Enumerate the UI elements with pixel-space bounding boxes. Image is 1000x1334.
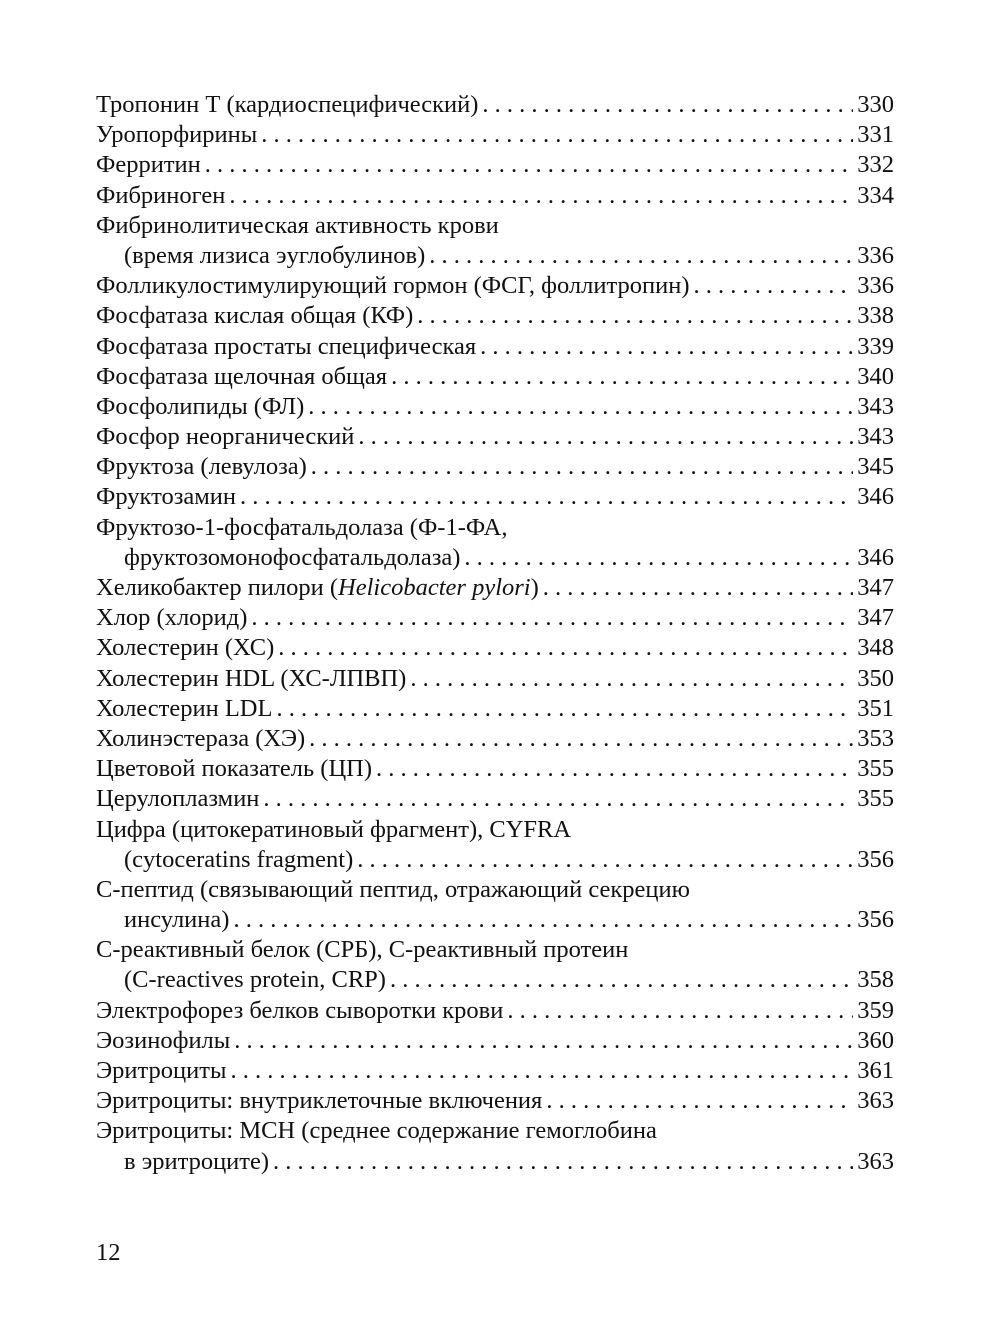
- toc-entry-line: [96, 271, 894, 301]
- toc-entry[interactable]: [96, 362, 894, 392]
- toc-entry-page-number: 343: [857, 392, 894, 420]
- toc-entry-page-number: 330: [857, 91, 894, 118]
- toc-entry[interactable]: [96, 181, 894, 211]
- toc-entry-page-number: 355: [857, 755, 894, 783]
- toc-entry-continuation-line: [96, 1147, 894, 1177]
- toc-entry-title: Фосфор неорганический: [96, 423, 355, 451]
- toc-entry-page-number: 332: [857, 151, 894, 179]
- dot-leader: [480, 332, 853, 362]
- toc-entry-page-number: 358: [857, 966, 894, 994]
- toc-entry-page-number: 355: [857, 785, 894, 813]
- toc-entry-continuation-line: [96, 543, 894, 573]
- dot-leader: [417, 301, 853, 331]
- toc-entry-continuation-line: [96, 241, 894, 271]
- dot-leader: [309, 724, 853, 754]
- toc-entry-line: [96, 513, 894, 543]
- toc-entry-page-number: 353: [857, 724, 894, 752]
- toc-entry-title: Тропонин Т (кардиоспецифический): [96, 91, 479, 118]
- dot-leader: [240, 482, 853, 512]
- toc-entry-line: [96, 452, 894, 482]
- toc-entry-title: в эритроците): [124, 1147, 270, 1175]
- toc-entry[interactable]: [96, 664, 894, 694]
- toc-entry-page-number: 343: [857, 423, 894, 451]
- toc-entry-line: [96, 422, 894, 452]
- toc-entry-line: [96, 875, 894, 905]
- toc-entry-title: (C-reactives protein, CRP): [124, 966, 386, 994]
- toc-entry-title: Электрофорез белков сыворотки крови: [96, 996, 504, 1024]
- toc-entry[interactable]: [96, 784, 894, 814]
- dot-leader: [230, 1056, 853, 1086]
- toc-entry-line: [96, 332, 894, 362]
- toc-entry-line: [96, 573, 894, 603]
- toc-entry[interactable]: [96, 422, 894, 452]
- toc-entry-title: Холинэстераза (ХЭ): [96, 724, 306, 752]
- toc-entry-line: [96, 935, 894, 965]
- toc-entry-line: [96, 90, 894, 120]
- dot-leader: [278, 633, 853, 663]
- toc-entry[interactable]: [96, 573, 894, 603]
- toc-entry-title: Фибринолитическая активность крови: [96, 211, 499, 239]
- toc-entry-page-number: 346: [857, 483, 894, 511]
- toc-entry[interactable]: [96, 815, 894, 875]
- toc-entry-line: [96, 392, 894, 422]
- toc-entry[interactable]: [96, 724, 894, 754]
- toc-entry[interactable]: [96, 211, 894, 271]
- toc-entry-line: [96, 120, 894, 150]
- toc-entry[interactable]: [96, 1056, 894, 1086]
- page-number-folio: 12: [96, 1239, 121, 1266]
- toc-entry-title: Уропорфирины: [96, 121, 258, 149]
- toc-entry[interactable]: [96, 482, 894, 512]
- toc-entry[interactable]: [96, 935, 894, 995]
- dot-leader: [391, 362, 853, 392]
- toc-entry-title: Фолликулостимулирующий гормон (ФСГ, фоллитропин): [96, 272, 690, 300]
- toc-entry[interactable]: [96, 513, 894, 573]
- toc-entry-title: Цветовой показатель (ЦП): [96, 755, 373, 783]
- toc-entry[interactable]: [96, 1116, 894, 1176]
- toc-entry-title: Фосфатаза простаты специфическая: [96, 332, 477, 360]
- toc-entry-line: [96, 181, 894, 211]
- toc-entry[interactable]: [96, 332, 894, 362]
- toc-entry[interactable]: [96, 1086, 894, 1116]
- table-of-contents: [96, 90, 894, 1177]
- toc-entry[interactable]: [96, 633, 894, 663]
- toc-entry[interactable]: [96, 996, 894, 1026]
- dot-leader: [357, 845, 853, 875]
- toc-entry-continuation-line: [96, 905, 894, 935]
- toc-entry[interactable]: [96, 694, 894, 724]
- toc-entry-line: [96, 1056, 894, 1086]
- toc-entry-title: Холестерин HDL (ХС-ЛПВП): [96, 664, 407, 692]
- toc-entry-page-number: 338: [857, 302, 894, 330]
- toc-entry-page-number: 346: [857, 543, 894, 571]
- toc-entry[interactable]: [96, 90, 894, 120]
- toc-entry-title: Хлор (хлорид): [96, 604, 248, 632]
- dot-leader: [229, 181, 853, 211]
- toc-entry-page-number: 331: [857, 121, 894, 149]
- toc-entry[interactable]: [96, 452, 894, 482]
- toc-entry-page-number: 347: [857, 574, 894, 601]
- toc-entry[interactable]: [96, 603, 894, 633]
- dot-leader: [234, 1026, 853, 1056]
- toc-entry-title: Фибриноген: [96, 181, 226, 209]
- toc-entry-page-number: 340: [857, 362, 894, 390]
- dot-leader: [694, 271, 854, 301]
- toc-entry[interactable]: [96, 754, 894, 784]
- toc-entry-page-number: 334: [857, 181, 894, 209]
- dot-leader: [376, 754, 853, 784]
- toc-entry-title: Ферритин: [96, 151, 201, 179]
- toc-entry-page-number: 336: [857, 241, 894, 269]
- toc-entry-line: [96, 1026, 894, 1056]
- toc-entry-page-number: 360: [857, 1026, 894, 1054]
- toc-entry-line: [96, 603, 894, 633]
- toc-entry-title: Эритроциты: внутриклеточные включения: [96, 1087, 543, 1115]
- toc-entry-title: Цифра (цитокератиновый фрагмент), CYFRA: [96, 815, 572, 843]
- toc-entry[interactable]: [96, 150, 894, 180]
- dot-leader: [276, 694, 853, 724]
- dot-leader: [543, 573, 853, 603]
- toc-entry-title: (cytoceratins fragment): [124, 845, 354, 873]
- toc-entry-page-number: 363: [857, 1147, 894, 1175]
- toc-entry-title: инсулина): [124, 906, 230, 934]
- toc-entry-line: [96, 150, 894, 180]
- toc-entry-page-number: 356: [857, 845, 894, 873]
- dot-leader: [358, 422, 853, 452]
- toc-entry-line: [96, 482, 894, 512]
- toc-entry-title: Фруктоза (левулоза): [96, 453, 307, 481]
- toc-entry-title: Фруктозо-1-фосфатальдолаза (Ф-1-ФА,: [96, 513, 508, 541]
- toc-entry-line: [96, 815, 894, 845]
- toc-entry-continuation-line: [96, 965, 894, 995]
- toc-entry[interactable]: [96, 1026, 894, 1056]
- toc-entry-page-number: 361: [857, 1057, 894, 1084]
- toc-entry-line: [96, 784, 894, 814]
- toc-entry-line: [96, 724, 894, 754]
- toc-entry-title: С-пептид (связывающий пептид, отражающий секрецию: [96, 875, 690, 903]
- toc-entry-page-number: 347: [857, 604, 894, 632]
- dot-leader: [410, 664, 853, 694]
- toc-entry-line: [96, 1086, 894, 1116]
- dot-leader: [273, 1147, 853, 1177]
- toc-entry-page-number: 345: [857, 453, 894, 481]
- toc-entry-page-number: 356: [857, 906, 894, 934]
- dot-leader: [390, 965, 853, 995]
- toc-entry-title: Церулоплазмин: [96, 785, 260, 813]
- dot-leader: [464, 543, 853, 573]
- toc-entry[interactable]: [96, 120, 894, 150]
- dot-leader: [546, 1086, 853, 1116]
- toc-entry-title: (время лизиса эуглобулинов): [124, 241, 426, 269]
- toc-entry-title: Фосфатаза кислая общая (КФ): [96, 302, 414, 330]
- dot-leader: [263, 784, 853, 814]
- toc-entry-title: Эозинофилы: [96, 1026, 231, 1054]
- toc-entry-line: [96, 664, 894, 694]
- toc-entry-title: Фосфолипиды (ФЛ): [96, 392, 305, 420]
- toc-entry-page-number: 359: [857, 996, 894, 1024]
- toc-entry-line: [96, 301, 894, 331]
- toc-entry-title: Фруктозамин: [96, 483, 237, 511]
- toc-entry-page-number: 363: [857, 1087, 894, 1115]
- dot-leader: [233, 905, 853, 935]
- dot-leader: [482, 90, 853, 120]
- toc-entry-line: [96, 1116, 894, 1146]
- toc-entry-line: [96, 362, 894, 392]
- toc-entry-line: [96, 754, 894, 784]
- toc-entry-title: Холестерин (ХС): [96, 634, 275, 662]
- toc-entry-title: Эритроциты: МСН (среднее содержание гемоглобина: [96, 1117, 657, 1145]
- toc-entry[interactable]: [96, 271, 894, 301]
- dot-leader: [251, 603, 853, 633]
- toc-entry-page-number: 339: [857, 332, 894, 360]
- toc-entry[interactable]: [96, 301, 894, 331]
- dot-leader: [507, 996, 853, 1026]
- dot-leader: [308, 392, 853, 422]
- dot-leader: [205, 150, 853, 180]
- toc-entry-title: Хеликобактер пилори (Helicobacter pylori): [96, 574, 539, 601]
- toc-entry-line: [96, 633, 894, 663]
- toc-entry-title: Эритроциты: [96, 1057, 227, 1084]
- toc-entry-continuation-line: [96, 845, 894, 875]
- toc-entry-title: Холестерин LDL: [96, 694, 273, 722]
- toc-entry-page-number: 348: [857, 634, 894, 662]
- dot-leader: [311, 452, 853, 482]
- latin-species-name: Helicobacter pylori: [338, 574, 531, 601]
- dot-leader: [429, 241, 853, 271]
- toc-entry-title: Фосфатаза щелочная общая: [96, 362, 388, 390]
- toc-entry-line: [96, 211, 894, 241]
- toc-entry-page-number: 351: [857, 694, 894, 722]
- dot-leader: [261, 120, 853, 150]
- toc-entry-page-number: 336: [857, 272, 894, 300]
- toc-entry-title: С-реактивный белок (СРБ), С-реактивный протеин: [96, 936, 629, 964]
- toc-entry-line: [96, 996, 894, 1026]
- toc-entry[interactable]: [96, 875, 894, 935]
- toc-entry-title: фруктозомонофосфатальдолаза): [124, 543, 461, 571]
- toc-entry-line: [96, 694, 894, 724]
- toc-entry[interactable]: [96, 392, 894, 422]
- toc-entry-page-number: 350: [857, 664, 894, 692]
